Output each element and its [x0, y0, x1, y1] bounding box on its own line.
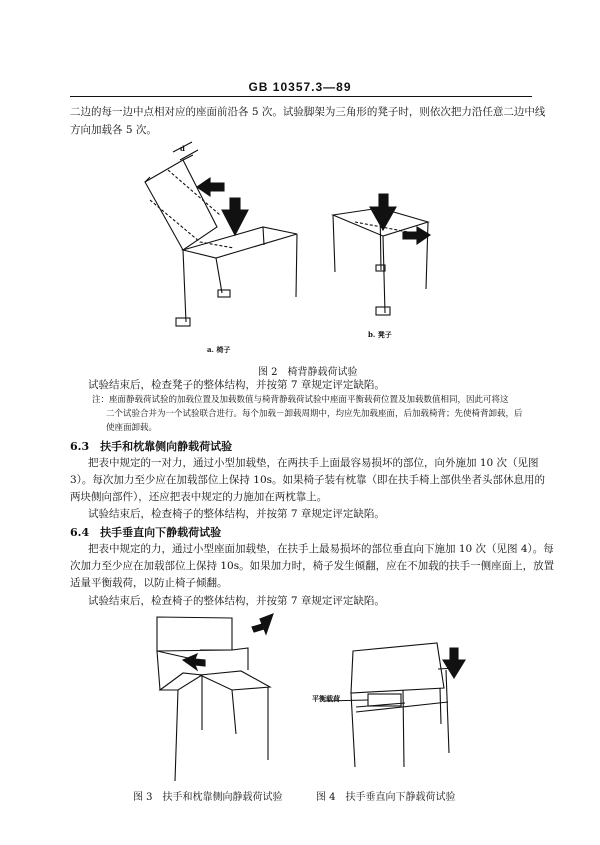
s64-line-4: 试验结束后，检查椅子的整体结构，并按第 7 章规定评定缺陷。: [88, 595, 385, 607]
s64-line-3: 适量平衡载荷，以防止椅子倾翻。: [70, 577, 228, 589]
section-6-3-heading: 6.3 扶手和枕靠侧向静载荷试验: [70, 440, 233, 453]
fig2b-side-arrow-icon: [403, 227, 430, 244]
section-6-4-heading: 6.4 扶手垂直向下静载荷试验: [70, 526, 222, 539]
document-header: GB 10357.3—89: [248, 80, 352, 94]
note-line-3: 使座面卸载。: [106, 423, 158, 433]
fig2a-seat-arrow-icon: [222, 198, 248, 235]
s64-line-1: 把表中规定的力，通过小型座面加载垫，在扶手上最易损坏的部位垂直向下施加 10 次（见图 4）。每: [88, 543, 554, 555]
fig2a-backrest-arrow-icon: [197, 178, 224, 196]
s63-line-4: 试验结束后，检查椅子的整体结构，并按第 7 章规定评定缺陷。: [88, 508, 385, 520]
fig2b-seat-arrow-icon: [370, 194, 396, 230]
fig3-left-arrow-icon: [183, 654, 205, 670]
fig3-caption: 图 3 扶手和枕靠侧向静载荷试验: [133, 792, 283, 803]
intro-line-2: 方向加载各 5 次。: [70, 124, 157, 136]
intro-line-1: 二边的每一边中点相对应的座面前沿各 5 次。试验脚架为三角形的凳子时，则依次把力沿任意二边中线: [70, 106, 546, 118]
after-fig2-text: 试验结束后，检查凳子的整体结构，并按第 7 章规定评定缺陷。: [88, 379, 385, 391]
fig4-balance-load-label: 平衡载荷: [312, 694, 340, 703]
fig2-chair: [145, 142, 297, 326]
fig2-subcaption-a: a. 椅子: [207, 345, 231, 354]
s64-line-2: 次加力至少应在加载部位上保持 10s。如果加力时，椅子发生倾翻，应在不加载的扶手一侧座面上，放置: [70, 560, 555, 572]
fig2-subcaption-b: b. 凳子: [368, 330, 392, 339]
s63-line-3: 两块侧向部件），还应把表中规定的力施加在两枕靠上。: [70, 491, 328, 503]
fig3-armrest-arrow-icon: [252, 614, 273, 634]
fig4-chair: [325, 643, 456, 767]
s63-line-2: 3）。每次加力至少应在加载部位上保持 10s。如果椅子装有枕靠（即在扶手椅上部供坐者头部休息用的: [70, 474, 546, 486]
fig4-caption: 图 4 扶手垂直向下静载荷试验: [316, 792, 456, 803]
note-line-2: 二个试验合并为一个试验联合进行。每个加载－卸载周期中，均应先加载座面，后加载椅背；先使椅背卸载，后: [106, 409, 523, 419]
fig2-dimension-label: d: [180, 144, 185, 153]
s63-line-1: 把表中规定的一对力，通过小型加载垫，在两扶手上面最容易损坏的部位，向外施加 10 次（见图: [88, 457, 539, 469]
fig3-chair: [157, 617, 270, 781]
fig2-caption: 图 2 椅背静载荷试验: [258, 367, 358, 378]
note-line-1: 注：座面静载荷试验的加载位置及加载数值与椅背静载荷试验中座面平衡载荷位置及加载数值相同，因此可将这: [92, 395, 509, 405]
